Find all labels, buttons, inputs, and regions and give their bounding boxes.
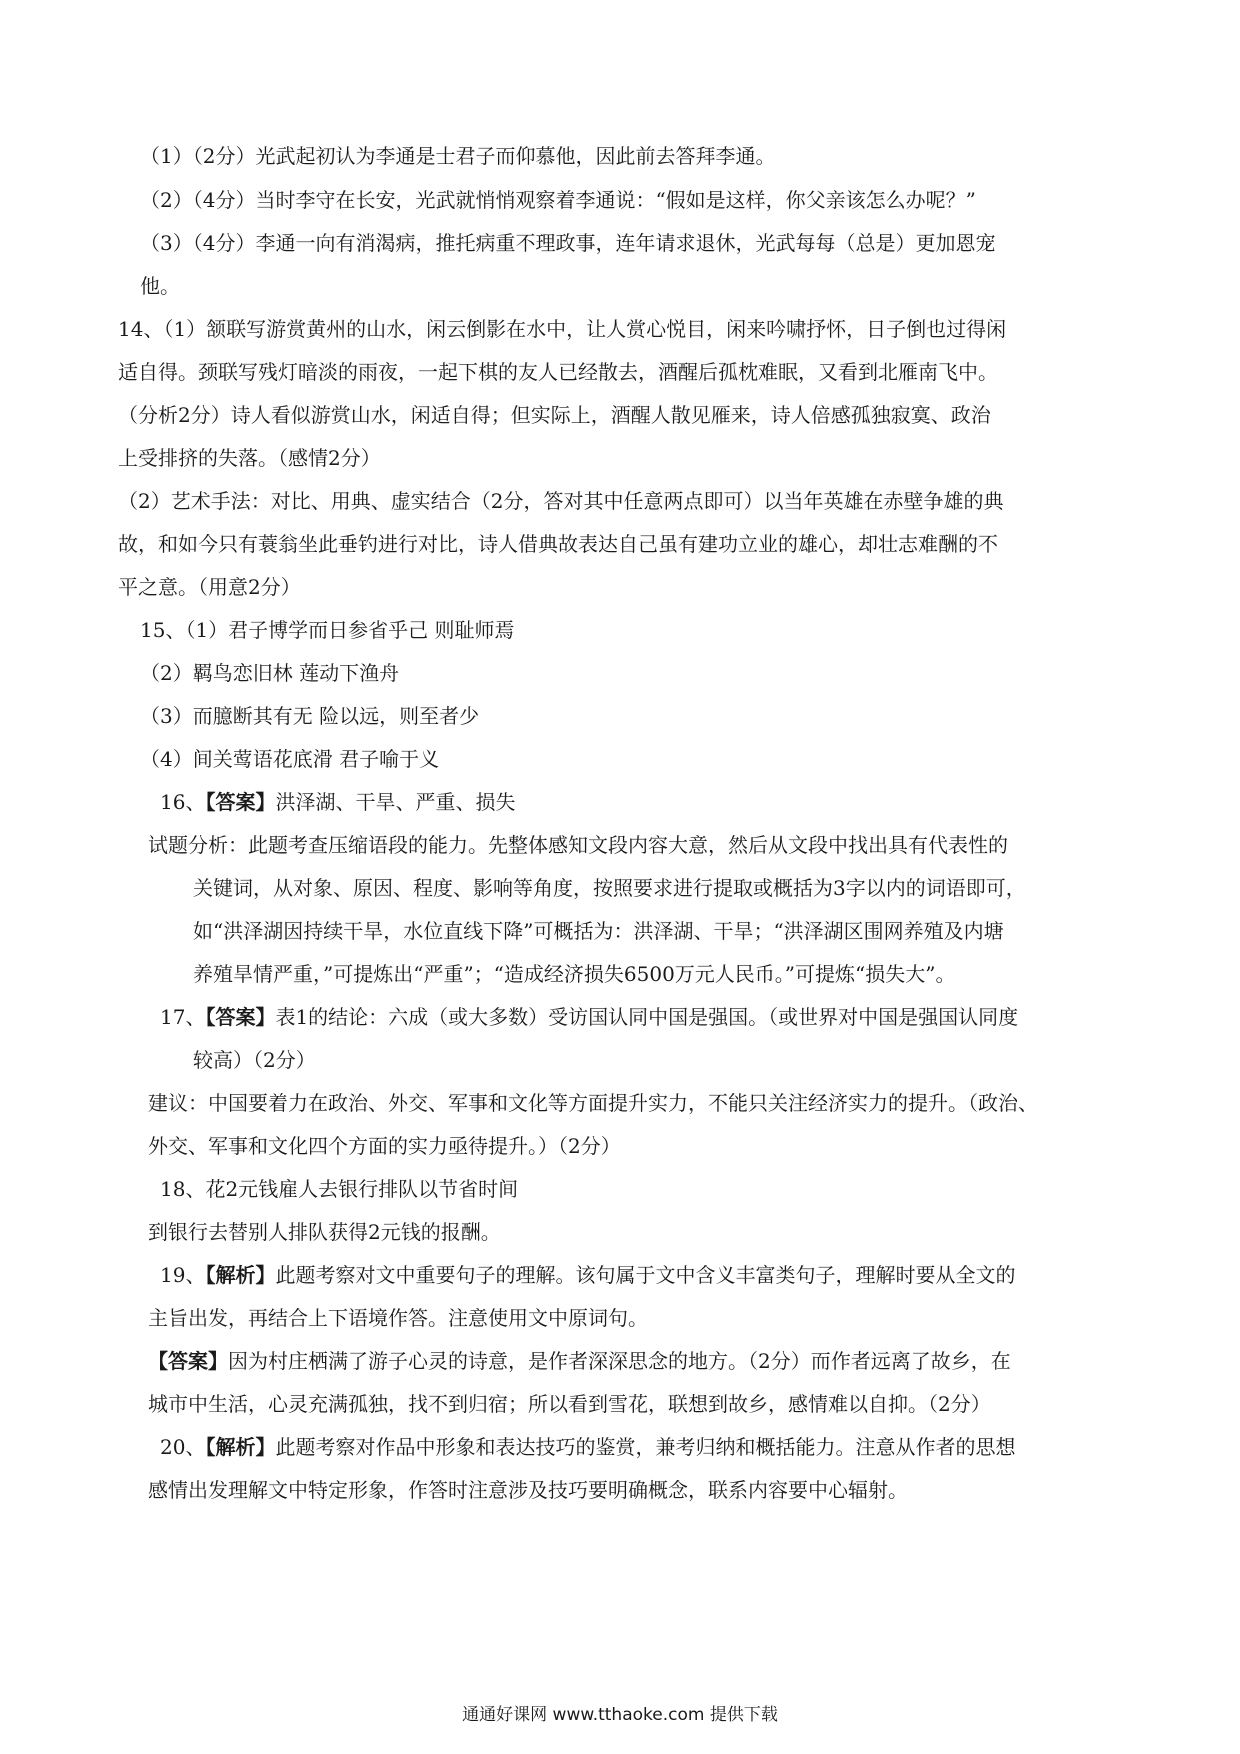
- answer-18-2: 到银行去替别人排队获得2元钱的报酬。: [148, 1220, 501, 1244]
- answer-14-line-4: 上受排挤的失落。（感情2分）: [118, 446, 381, 470]
- answer-17-heading: 17、【答案】表1的结论：六成（或大多数）受访国认同中国是强国。（或世界对中国是强国认同度: [160, 1005, 1019, 1029]
- answer-16-heading: 16、【答案】洪泽湖、干旱、严重、损失: [160, 790, 516, 814]
- answer-14-line-3: （分析2分）诗人看似游赏山水，闲适自得；但实际上，酒醒人散见雁来，诗人倍感孤独寂寞、政治: [118, 403, 991, 427]
- answer-13-2: （2）（4分）当时李守在长安，光武就悄悄观察着李通说：“假如是这样，你父亲该怎么办呢？”: [140, 188, 976, 212]
- answer-16-analysis-2: 关键词，从对象、原因、程度、影响等角度，按照要求进行提取或概括为3字以内的词语即可，: [193, 876, 1026, 900]
- answer-17-suggestion-1: 建议：中国要着力在政治、外交、军事和文化等方面提升实力，不能只关注经济实力的提升。（政治、: [148, 1091, 1038, 1115]
- answer-19-answer-cont: 城市中生活，心灵充满孤独，找不到归宿；所以看到雪花，联想到故乡，感情难以自抑。（2分）: [148, 1392, 991, 1416]
- answer-17-cont: 较高）（2分）: [193, 1048, 316, 1072]
- answer-15-1: 15、（1）君子博学而日参省乎己 则耻师焉: [140, 618, 515, 642]
- answer-13-1: （1）（2分）光武起初认为李通是士君子而仰慕他，因此前去答拜李通。: [140, 144, 776, 168]
- answer-17-suggestion-2: 外交、军事和文化四个方面的实力亟待提升。）（2分）: [148, 1134, 621, 1158]
- answer-16-analysis-1: 试题分析：此题考查压缩语段的能力。先整体感知文段内容大意，然后从文段中找出具有代表性的: [148, 833, 1008, 857]
- answer-14-line-2: 适自得。颈联写残灯暗淡的雨夜，一起下棋的友人已经散去，酒醒后孤枕难眠，又看到北雁南飞中。: [118, 360, 998, 384]
- answer-14-line-1: 14、（1）颔联写游赏黄州的山水，闲云倒影在水中，让人赏心悦目，闲来吟啸抒怀，日子倒也过得闲: [118, 317, 1007, 341]
- answer-14-line-5: （2）艺术手法：对比、用典、虚实结合（2分，答对其中任意两点即可）以当年英雄在赤壁争雄的典: [118, 489, 1004, 513]
- answer-16-analysis-3: 如“洪泽湖因持续干旱，水位直线下降”可概括为：洪泽湖、干旱；“洪泽湖区围网养殖及内塘: [193, 919, 1004, 943]
- answer-20-cont: 感情出发理解文中特定形象，作答时注意涉及技巧要明确概念，联系内容要中心辐射。: [148, 1478, 908, 1502]
- answer-14-line-7: 平之意。（用意2分）: [118, 575, 301, 599]
- answer-15-4: （4）间关莺语花底滑 君子喻于义: [140, 747, 440, 771]
- answer-20-heading: 20、【解析】此题考察对作品中形象和表达技巧的鉴赏，兼考归纳和概括能力。注意从作者的思想: [160, 1435, 1016, 1459]
- answer-15-2: （2）羁鸟恋旧林 莲动下渔舟: [140, 661, 400, 685]
- answer-13-3: （3）（4分）李通一向有消渴病，推托病重不理政事，连年请求退休，光武每每（总是）更加恩宠: [140, 231, 996, 255]
- answer-18-1: 18、花2元钱雇人去银行排队以节省时间: [160, 1177, 519, 1201]
- answer-16-analysis-4: 养殖旱情严重，”可提炼出“严重”；“造成经济损失6500万元人民币。”可提炼“损失大”。: [193, 962, 956, 986]
- answer-19-answer: 【答案】因为村庄栖满了游子心灵的诗意，是作者深深思念的地方。（2分）而作者远离了故乡，在: [148, 1349, 1011, 1373]
- page-footer: 通通好课网 www.tthaoke.com 提供下载: [462, 1705, 778, 1725]
- answer-19-cont: 主旨出发，再结合上下语境作答。注意使用文中原词句。: [148, 1306, 648, 1330]
- answer-13-3-cont: 他。: [140, 274, 180, 298]
- answer-19-heading: 19、【解析】此题考察对文中重要句子的理解。该句属于文中含义丰富类句子，理解时要从全文的: [160, 1263, 1016, 1287]
- answer-14-line-6: 故，和如今只有蓑翁坐此垂钓进行对比，诗人借典故表达自己虽有建功立业的雄心，却壮志难酬的不: [118, 532, 998, 556]
- answer-15-3: （3）而臆断其有无 险以远，则至者少: [140, 704, 480, 728]
